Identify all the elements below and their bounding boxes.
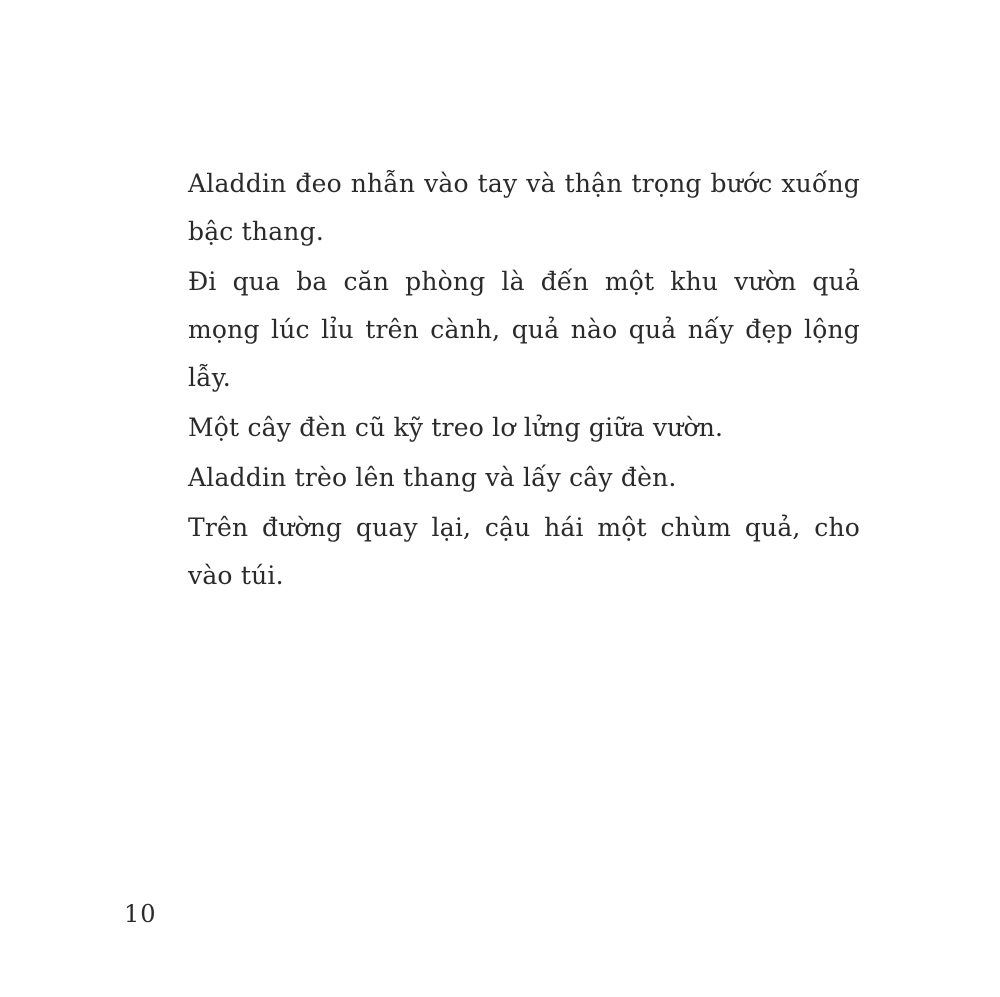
paragraph-5: Trên đường quay lại, cậu hái một chùm quả, cho vào túi.	[188, 513, 860, 590]
paragraph-4: Aladdin trèo lên thang và lấy cây đèn.	[188, 463, 677, 492]
paragraph-1: Aladdin đeo nhẫn vào tay và thận trọng bước xuống bậc thang.	[188, 169, 860, 246]
paragraph-2: Đi qua ba căn phòng là đến một khu vườn quả mọng lúc lỉu trên cành, quả nào quả nấy đẹp lộng lẫy.	[188, 267, 860, 392]
page-number: 10	[124, 900, 157, 928]
paragraph-3: Một cây đèn cũ kỹ treo lơ lửng giữa vườn.	[188, 413, 724, 442]
story-text	[188, 160, 860, 602]
